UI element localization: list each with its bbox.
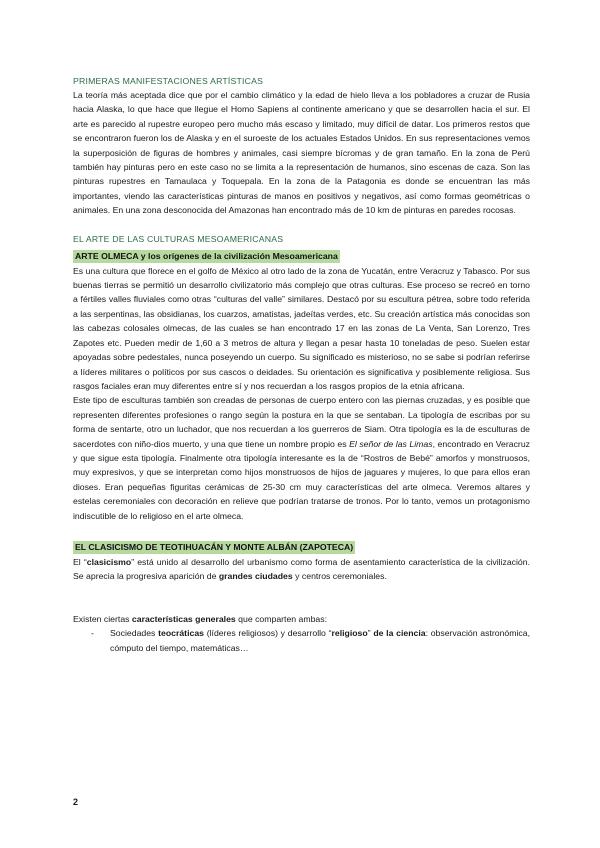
bold-grandes-ciudades: grandes ciudades: [218, 571, 293, 582]
paragraph-clasicismo: [73, 555, 530, 584]
text-fragment: El “: [73, 556, 87, 567]
list-item: [73, 626, 530, 655]
page-number: 2: [73, 797, 79, 807]
text-fragment: Existen ciertas: [73, 613, 132, 624]
text-fragment: ”: [367, 628, 374, 639]
subheading-arte-olmeca: ARTE OLMECA y los orígenes de la civilización Mesoamericana: [75, 250, 338, 261]
paragraph-olmeca-2-part-b: , encontrado en Veracruz y que sigue esta tipología. Finalmente otra tipología interesante es la de “Rostros de Bebé” amorfos y monstruosos, muy expresivos, y que se interpretan como hijos monstruosos de hijos de jaguares y mujeres, lo que para ellos eran dioses. Eran pequeñas figuritas cerámicas de 25-30 cm muy características del arte olmeca. Veremos altares y estelas ceremoniales con decoración en relieve que podrían tratarse de tronos. Por lo tanto, vemos un protagonismo indiscutible de lo religioso en el arte olmeca.: [73, 438, 530, 521]
subheading-clasicismo-teotihuacan: EL CLASICISMO DE TEOTIHUACÁN Y MONTE ALBÁN (ZAPOTECA): [75, 541, 354, 552]
paragraph-caracteristicas: [73, 612, 530, 626]
text-fragment: Sociedades: [110, 628, 159, 639]
bold-religioso: religioso: [331, 628, 368, 639]
bold-clasicismo: clasicismo: [86, 556, 132, 567]
paragraph-olmeca-1: Es una cultura que florece en el golfo de México al otro lado de la zona de Yucatán, entre Veracruz y Tabasco. Por sus buenas tierras se permitió un desarrollo civilizatorio más complejo que otras culturas. Ese proceso se recreó en torno a fértiles valles fluviales como otras “culturas del valle” similares. Destacó por su escultura pétrea, sobre todo referida a las serpentinas, las obsidianas, los cuarzos, amatistas, jadeítas verdes, etc. Su creación artística más conocidas son las cabezas colosales olmecas, de las cuales se han encontrado 17 en las zonas de La Venta, San Lorenzo, Tres Zapotes etc. Pueden medir de 1,60 a 3 metros de altura y llegan a pesar hasta 10 toneladas de peso. Suelen estar apoyadas sobre pedestales, nunca poseyendo un cuerpo. Su significado es misterioso, no se sabe si podrían referirse a líderes militares o políticos por sus cascos o deidades. Su orientación es significativa y posiblemente religiosa. Sus rasgos faciales eran muy diferentes entre sí y nos recuerdan a los rasgos propios de la etnia africana.: [73, 265, 530, 391]
document-page: [73, 74, 530, 655]
paragraph-olmeca-2-part-a: Este tipo de esculturas también son creadas de personas de cuerpo entero con las piernas cruzadas, y es posible que representen diferentes profesiones o rango según la postura en la que se sentaban. La tipología de escribas por su forma de sentarte, otro un luchador, que nos recuerdan a los guerreros de Siam. Otra tipología es la de esculturas de sacerdotes con niño-dios muerto, y una que tiene un nombre propio es: [73, 395, 530, 449]
text-fragment: (líderes religiosos) y desarrollo “: [204, 628, 332, 639]
paragraph-primeras-manifestaciones: La teoría más aceptada dice que por el cambio climático y la edad de hielo lleva a los pobladores a cruzar de Rusia hacia Alaska, lo que hace que llegue el Homo Sapiens al continente americano y que se desarrollen hacia el sur. El arte es parecido al rupestre europeo pero mucho más escaso y limitado, muy difícil de datar. Los primeros restos que se encontraron fueron los de Alaska y en el suroeste de los actuales Estados Unidos. En sus representaciones vemos la superposición de figuras de hombres y animales, casi siempre bícromas y de gran tamaño. En la zona de Perú también hay pinturas pero en este caso no se limita a la representación de humanos, sino escenas de caza. Son las pinturas rupestres en Tamaulaca y Toquepala. En la zona de la Patagonia es donde se encuentran las más importantes, viendo las características pinturas de manos en positivos y negativos, así como formas geométricas o animales. En una zona desconocida del Amazonas han encontrado más de 10 km de pinturas en paredes rocosas.: [73, 90, 530, 216]
text-fragment: y centros ceremoniales.: [292, 571, 387, 582]
paragraph-olmeca-2: [73, 393, 530, 523]
bold-de-la-ciencia: de la ciencia: [373, 628, 426, 639]
senor-de-las-limas-italic: El señor de las Limas: [349, 438, 433, 449]
section-heading-culturas-mesoamericanas: EL ARTE DE LAS CULTURAS MESOAMERICANAS: [73, 233, 284, 244]
list-bullet: -: [91, 628, 94, 639]
text-fragment: : observación astronómica, cómputo del tiempo, matemáticas…: [110, 628, 530, 653]
text-fragment: que comparten ambas:: [235, 613, 328, 624]
bold-caracteristicas-generales: características generales: [131, 613, 236, 624]
section-heading-primeras-manifestaciones: PRIMERAS MANIFESTACIONES ARTÍSTICAS: [73, 76, 264, 86]
text-fragment: ” está unido al desarrollo del urbanismo como forma de asentamiento característica de la civilización. Se aprecia la progresiva aparición de: [73, 556, 531, 582]
bold-teocraticas: teocráticas: [158, 628, 204, 639]
